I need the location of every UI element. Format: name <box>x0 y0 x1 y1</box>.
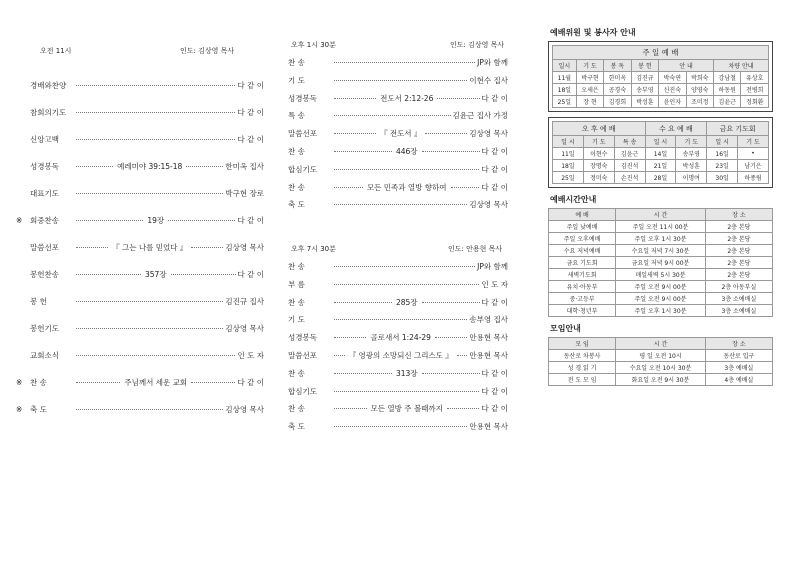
service-row <box>288 332 508 343</box>
row-label: 기 도 <box>288 315 305 325</box>
table-row <box>549 374 773 386</box>
dot-leader <box>76 247 108 248</box>
table-cell: 강남철 <box>714 72 741 84</box>
service-row <box>30 107 264 118</box>
row-detail: 446장 <box>395 147 418 156</box>
row-person: 한미옥 집사 <box>225 162 264 171</box>
service-row <box>30 134 264 145</box>
table-cell: 주일 오후예배 <box>549 233 616 245</box>
service-row <box>30 296 264 307</box>
table-cell: 11월 <box>553 72 577 84</box>
row-label: 찬 송 <box>288 368 305 378</box>
row-person: 김윤근 집사 가정 <box>452 111 508 121</box>
table-cell: 김윤근 <box>614 148 645 160</box>
table-cell: 2층 아동부실 <box>705 281 772 293</box>
dot-leader <box>334 284 479 285</box>
table-cell: 성 경 읽 기 <box>549 362 616 374</box>
row-detail: 모든 민족과 열방 향하여 <box>366 182 447 192</box>
table-cell: 2층 본당 <box>705 257 772 269</box>
table-cell: 중·고등부 <box>549 293 616 305</box>
table-cell: 윤인자 <box>659 96 686 108</box>
row-label: 성경봉독 <box>30 162 59 171</box>
table-row <box>549 245 773 257</box>
row-label: 성경봉독 <box>288 93 317 103</box>
table-cell: 25일 <box>553 172 584 184</box>
table-cell: 박성훈 <box>631 96 658 108</box>
table-row <box>549 305 773 317</box>
row-label: 찬 송 <box>288 262 305 271</box>
row-person: 다 같 이 <box>237 81 264 90</box>
table-cell: 23일 <box>707 160 738 172</box>
column-header: 기 도 <box>583 136 614 148</box>
row-person: 다 같 이 <box>481 93 509 103</box>
table-cell: 유치·아동부 <box>549 281 616 293</box>
dot-leader <box>76 85 235 86</box>
dot-leader <box>334 337 366 338</box>
table-row <box>549 281 773 293</box>
table-cell: 하종림 <box>738 172 769 184</box>
groups-title: 모임안내 <box>550 324 581 333</box>
dot-leader <box>76 274 141 275</box>
table-cell: 주일 오전 11시 00분 <box>616 221 706 233</box>
table-cell: 18일 <box>553 160 584 172</box>
row-person: 다 같 이 <box>237 270 265 279</box>
table-cell: 송부영 <box>676 148 707 160</box>
row-person: 다 같 이 <box>481 404 508 414</box>
dot-leader <box>334 302 392 303</box>
table-cell: 주일 오후 1시 30분 <box>616 305 706 317</box>
table-row <box>553 172 769 184</box>
col-prayer: 기 도 <box>576 60 603 72</box>
table-row <box>553 148 769 160</box>
row-mark: ※ <box>16 378 23 387</box>
dot-leader <box>457 355 468 356</box>
table-cell: • <box>738 148 769 160</box>
row-detail: 예레미야 39:15-18 <box>117 162 183 171</box>
head-wednesday: 수 요 예 배 <box>645 122 707 136</box>
row-detail: 19장 <box>147 216 165 225</box>
col-vehicle: 차량 안내 <box>714 60 769 72</box>
row-label: 합심기도 <box>288 386 317 396</box>
dot-leader <box>76 193 223 194</box>
service-row <box>288 314 508 325</box>
row-label: 찬 송 <box>288 404 305 414</box>
weekday-service-box <box>548 117 773 188</box>
table-row <box>553 160 769 172</box>
row-detail: 주님께서 세운 교회 <box>124 378 188 387</box>
row-label: 찬 송 <box>288 297 305 307</box>
dot-leader <box>334 426 467 427</box>
row-person: 송부영 집사 <box>469 315 508 325</box>
table-cell: 한미옥 <box>604 72 631 84</box>
table-cell: 신진숙 <box>659 84 686 96</box>
column-header: 모 임 <box>549 338 616 350</box>
row-mark: ※ <box>16 216 23 225</box>
table-row <box>549 221 773 233</box>
table-row <box>549 233 773 245</box>
panel-title: 예배위원 및 봉사자 안내 <box>550 28 636 37</box>
table-cell: 박성훈 <box>676 160 707 172</box>
table-cell: 하동원 <box>714 84 741 96</box>
dot-leader <box>76 382 120 383</box>
volunteer-panel <box>548 25 773 386</box>
table-cell: 16일 <box>707 148 738 160</box>
dot-leader <box>334 266 475 267</box>
row-label: 봉헌기도 <box>30 324 59 333</box>
dot-leader <box>171 274 236 275</box>
row-label: 찬 송 <box>30 378 47 387</box>
dot-leader <box>334 391 479 392</box>
table-cell: 김윤근 <box>714 96 741 108</box>
row-label: 봉헌찬송 <box>30 270 59 279</box>
service-row <box>30 242 264 253</box>
service-row <box>30 350 264 361</box>
service-row <box>30 323 264 334</box>
table-cell: 평 일 오전 10시 <box>616 350 706 362</box>
row-detail: 전도서 2:12-26 <box>380 93 434 103</box>
row-label: 기 도 <box>288 75 305 85</box>
dot-leader <box>76 139 235 140</box>
table-cell: 주일 오전 9시 00분 <box>616 281 706 293</box>
table-cell: 박숙연 <box>659 72 686 84</box>
table-cell: 오세은 <box>576 84 603 96</box>
row-person: 김진규 집사 <box>225 297 264 306</box>
table-row <box>549 362 773 374</box>
table-cell: 2층 본당 <box>705 233 772 245</box>
table-cell: 김진규 <box>631 72 658 84</box>
row-mark: ※ <box>16 405 23 414</box>
service-row <box>288 279 508 290</box>
table-cell: 11일 <box>553 148 584 160</box>
head-friday: 금요 기도회 <box>707 122 769 136</box>
table-cell: 공경숙 <box>604 84 631 96</box>
table-cell: 3층 예배실 <box>705 362 772 374</box>
table-cell: 손진석 <box>614 172 645 184</box>
morning-presider: 인도: 김상영 목사 <box>180 47 235 55</box>
service-row <box>288 421 508 432</box>
column-header: 일 시 <box>645 136 676 148</box>
column-header: 일 시 <box>553 136 584 148</box>
table-cell: 주일 오후 1시 30분 <box>616 233 706 245</box>
dot-leader <box>76 409 223 410</box>
dot-leader <box>334 373 392 374</box>
row-label: 경배와찬양 <box>30 81 67 90</box>
row-label: 성경봉독 <box>288 333 317 343</box>
table-cell: 이명여 <box>676 172 707 184</box>
col-offering: 봉 헌 <box>631 60 658 72</box>
row-label: 축 도 <box>30 405 47 414</box>
row-person: 안용현 목사 <box>469 351 508 360</box>
dot-leader <box>334 408 367 409</box>
row-label: 부 름 <box>288 279 305 289</box>
times-title: 예배시간안내 <box>550 195 597 204</box>
row-person: 김상영 목사 <box>225 405 264 414</box>
table-cell: 화요일 오전 9시 30분 <box>616 374 706 386</box>
row-label: 말씀선포 <box>288 129 317 139</box>
table-cell: 장 현 <box>576 96 603 108</box>
service-row <box>288 297 508 308</box>
column-header: 장 소 <box>705 209 772 221</box>
sunday-head: 주 일 예 배 <box>552 45 769 59</box>
row-label: 대표기도 <box>30 189 59 198</box>
row-detail: 285장 <box>395 297 418 307</box>
row-person: JP와 함께 <box>477 58 508 67</box>
table-row <box>553 72 769 84</box>
row-label: 합심기도 <box>288 164 317 174</box>
row-person: 다 같 이 <box>237 135 264 144</box>
table-row <box>549 269 773 281</box>
table-cell: 전병희 <box>741 84 769 96</box>
dot-leader <box>76 220 143 221</box>
table-cell: 금요일 저녁 9시 00분 <box>616 257 706 269</box>
table-cell: 4층 예배실 <box>705 374 772 386</box>
table-cell: 대학·청년부 <box>549 305 616 317</box>
row-label: 교회소식 <box>30 351 59 360</box>
table-cell: 21일 <box>645 160 676 172</box>
col-guide: 안 내 <box>659 60 714 72</box>
table-cell: 남기은 <box>738 160 769 172</box>
afternoon-time: 오후 1시 30분 <box>291 41 336 49</box>
dot-leader <box>422 302 480 303</box>
row-person: 김상영 목사 <box>225 324 264 333</box>
dot-leader <box>334 355 345 356</box>
table-row <box>549 293 773 305</box>
table-cell: 송부영 <box>631 84 658 96</box>
table-cell: 14일 <box>645 148 676 160</box>
table-cell: 3층 소예배실 <box>705 305 772 317</box>
table-cell: 박희숙 <box>686 72 713 84</box>
row-label: 참회의기도 <box>30 108 67 117</box>
dot-leader <box>191 247 223 248</box>
table-cell: 새벽기도회 <box>549 269 616 281</box>
service-row <box>16 377 264 388</box>
table-row <box>549 257 773 269</box>
row-person: 다 같 이 <box>481 368 509 378</box>
table-row <box>553 84 769 96</box>
table-cell: 수요일 저녁 7시 30분 <box>616 245 706 257</box>
row-person: 이현수 집사 <box>469 75 508 85</box>
column-header: 기 도 <box>738 136 769 148</box>
afternoon-presider: 인도: 김상영 목사 <box>450 41 505 49</box>
column-header: 시 간 <box>616 338 706 350</box>
table-cell: 유상호 <box>741 72 769 84</box>
dot-leader <box>186 166 223 167</box>
table-cell: 정회환 <box>741 96 769 108</box>
dot-leader <box>435 337 467 338</box>
table-cell: 매일새벽 5시 30분 <box>616 269 706 281</box>
table-cell: 3층 소예배실 <box>705 293 772 305</box>
morning-time: 오전 11시 <box>40 47 72 55</box>
times-table <box>548 208 773 317</box>
column-header: 장 소 <box>705 338 772 350</box>
service-row <box>30 161 264 172</box>
row-label: 봉 헌 <box>30 297 47 306</box>
dot-leader <box>191 382 235 383</box>
table-cell: 수요일 오전 10시 30분 <box>616 362 706 374</box>
weekday-table <box>552 121 769 184</box>
dot-leader <box>76 301 223 302</box>
row-label: 찬 송 <box>288 147 305 156</box>
row-person: 박구현 장로 <box>225 189 264 198</box>
row-person: 다 같 이 <box>481 182 508 192</box>
dot-leader <box>168 220 235 221</box>
table-cell: 금요 기도회 <box>549 257 616 269</box>
row-detail: 모든 열방 주 볼때까지 <box>370 404 443 414</box>
table-row <box>553 96 769 108</box>
table-cell: 25일 <box>553 96 577 108</box>
service-row <box>30 269 264 280</box>
table-cell: 수요 저녁예배 <box>549 245 616 257</box>
row-person: 다 같 이 <box>481 147 509 156</box>
col-date: 일시 <box>553 60 577 72</box>
morning-service <box>16 0 276 420</box>
row-person: 안용현 목사 <box>469 333 509 343</box>
table-cell: 동산로 입구 <box>705 350 772 362</box>
row-label: 축 도 <box>288 422 305 432</box>
table-cell: 주일 낮예배 <box>549 221 616 233</box>
row-detail: 『 영광의 소망되신 그리스도 』 <box>348 351 453 360</box>
table-cell: 동산로 차봉사 <box>549 350 616 362</box>
row-person: 다 같 이 <box>237 216 264 225</box>
row-person: 다 같 이 <box>481 386 508 396</box>
evening-time: 오후 7시 30분 <box>291 245 336 253</box>
row-person: 인 도 자 <box>481 279 508 289</box>
column-header: 일 시 <box>707 136 738 148</box>
row-person: 다 같 이 <box>237 378 264 387</box>
service-row <box>30 188 264 199</box>
row-person: 김상영 목사 <box>225 243 264 252</box>
row-person: 다 같 이 <box>237 108 264 117</box>
table-cell: 김진석 <box>614 160 645 172</box>
table-cell: 박구현 <box>576 72 603 84</box>
service-row <box>288 261 508 272</box>
row-person: 다 같 이 <box>481 297 509 307</box>
table-cell: 2층 본당 <box>705 245 772 257</box>
table-cell: 양영숙 <box>686 84 713 96</box>
row-person: 다 같 이 <box>481 164 508 174</box>
dot-leader <box>422 373 480 374</box>
column-header: 시 간 <box>616 209 706 221</box>
table-cell: 전 도 모 임 <box>549 374 616 386</box>
table-cell: 김경희 <box>604 96 631 108</box>
table-cell: 28일 <box>645 172 676 184</box>
row-person: 김상영 목사 <box>469 129 508 139</box>
evening-presider: 인도: 안용현 목사 <box>448 245 503 253</box>
row-label: 신앙고백 <box>30 135 59 144</box>
dot-leader <box>334 319 467 320</box>
row-label: 찬 송 <box>288 58 305 67</box>
row-label: 찬 송 <box>288 182 305 192</box>
table-row <box>549 350 773 362</box>
row-person: 김상영 목사 <box>469 200 508 210</box>
table-cell: 2층 본당 <box>705 269 772 281</box>
row-person: 인 도 자 <box>237 351 264 360</box>
table-cell: 주일 오전 9시 00분 <box>616 293 706 305</box>
row-detail: 골로새서 1:24-29 <box>370 333 431 343</box>
row-detail: 『 전도서 』 <box>379 129 422 139</box>
row-person: 안용현 목사 <box>469 422 508 432</box>
groups-table <box>548 337 773 386</box>
service-row <box>288 403 508 414</box>
row-detail: 313장 <box>395 368 418 378</box>
dot-leader <box>76 328 223 329</box>
row-label: 회중찬송 <box>30 216 59 225</box>
sunday-service-box <box>548 41 773 112</box>
dot-leader <box>447 408 480 409</box>
table-cell: 18일 <box>553 84 577 96</box>
dot-leader <box>76 166 113 167</box>
service-row <box>288 386 508 397</box>
table-cell: 장명숙 <box>583 160 614 172</box>
sunday-table <box>552 59 769 108</box>
column-header: 예 배 <box>549 209 616 221</box>
service-row <box>288 350 508 361</box>
row-detail: 357장 <box>144 270 167 279</box>
table-cell: 정미숙 <box>583 172 614 184</box>
dot-leader <box>76 112 235 113</box>
row-detail: 『 그는 나를 믿었다 』 <box>112 243 188 252</box>
row-label: 축 도 <box>288 200 305 210</box>
column-header: 기 도 <box>676 136 707 148</box>
table-cell: 30일 <box>707 172 738 184</box>
table-cell: 조미정 <box>686 96 713 108</box>
service-row <box>16 215 264 226</box>
row-person: JP와 함께 <box>477 262 508 271</box>
service-row <box>288 368 508 379</box>
table-cell: 이현수 <box>583 148 614 160</box>
row-label: 말씀선포 <box>288 351 317 360</box>
service-row <box>30 80 264 91</box>
service-row <box>16 404 264 415</box>
col-reading: 봉 독 <box>604 60 631 72</box>
evening-service <box>288 0 510 432</box>
head-afternoon: 오 후 예 배 <box>553 122 646 136</box>
row-label: 말씀선포 <box>30 243 59 252</box>
column-header: 특 송 <box>614 136 645 148</box>
row-label: 특 송 <box>288 111 305 121</box>
dot-leader <box>76 355 235 356</box>
table-cell: 2층 본당 <box>705 221 772 233</box>
